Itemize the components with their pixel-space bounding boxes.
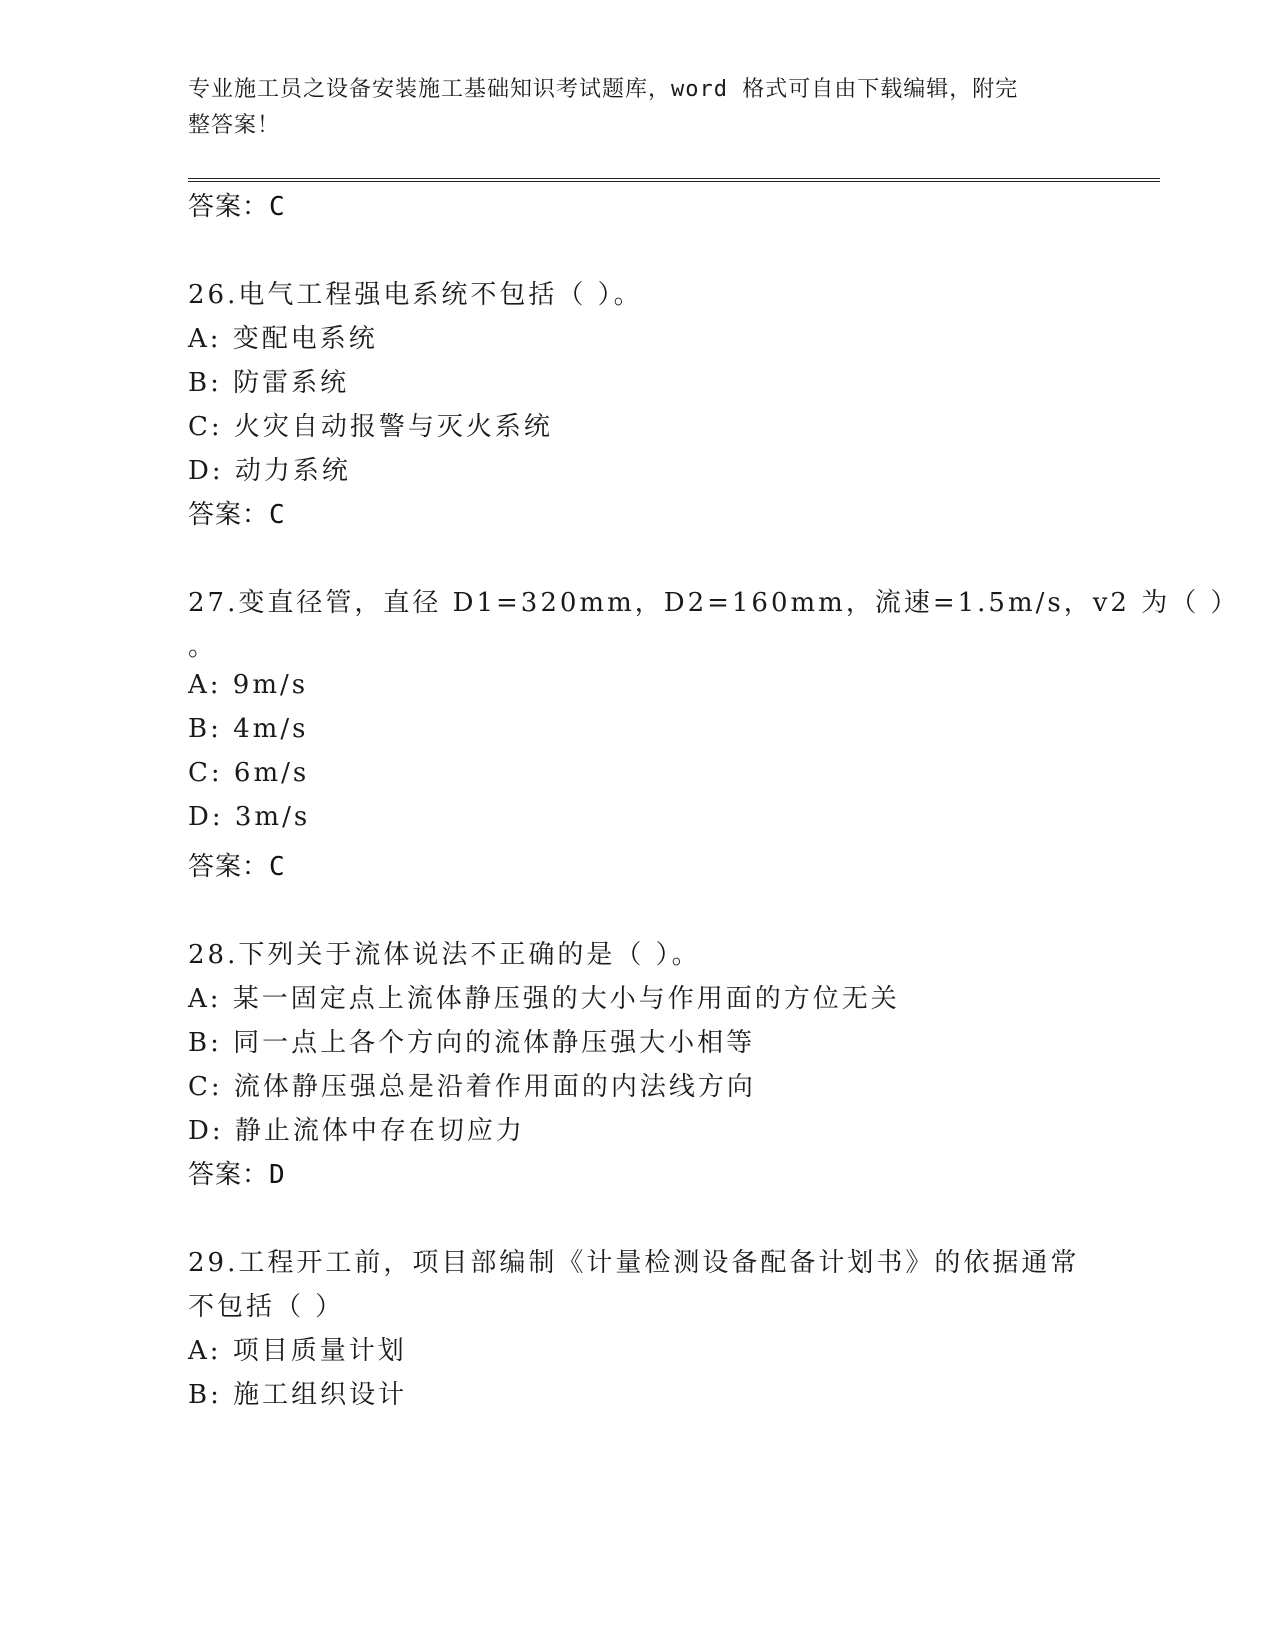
question-27-option-c: C: 6m/s [188, 758, 310, 788]
question-28-option-c: C: 流体静压强总是沿着作用面的内法线方向 [188, 1072, 756, 1102]
header-line-1: 专业施工员之设备安装施工基础知识考试题库，word 格式可自由下载编辑，附完 [188, 77, 1019, 102]
question-28-stem: 28.下列关于流体说法不正确的是（ ）。 [188, 940, 701, 970]
question-26-option-c: C: 火灾自动报警与灭火系统 [188, 412, 553, 442]
question-29-option-b: B: 施工组织设计 [188, 1380, 408, 1410]
question-28-option-d: D: 静止流体中存在切应力 [188, 1116, 525, 1146]
question-27-stem-cont: 。 [188, 632, 218, 662]
question-28-option-b: B: 同一点上各个方向的流体静压强大小相等 [188, 1028, 756, 1058]
question-29-stem: 29.工程开工前，项目部编制《计量检测设备配备计划书》的依据通常 [188, 1248, 1080, 1278]
question-27-option-b: B: 4m/s [188, 714, 309, 744]
question-26-option-d: D: 动力系统 [188, 456, 351, 486]
page-header [188, 72, 1088, 144]
question-27-option-a: A: 9m/s [188, 670, 309, 700]
question-27-stem: 27.变直径管，直径 D1=320mm，D2=160mm，流速=1.5m/s，v2 为（ ） [188, 588, 1240, 618]
question-27-answer: 答案：C [188, 852, 286, 882]
question-27-option-d: D: 3m/s [188, 802, 311, 832]
answer-25: 答案：C [188, 192, 286, 222]
question-29-option-a: A: 项目质量计划 [188, 1336, 407, 1366]
question-28-option-a: A: 某一固定点上流体静压强的大小与作用面的方位无关 [188, 984, 900, 1014]
header-line-2: 整答案！ [188, 113, 281, 138]
header-divider [188, 178, 1160, 182]
question-29-stem-cont: 不包括（ ） [188, 1292, 345, 1322]
question-26-option-a: A: 变配电系统 [188, 324, 378, 354]
question-26-stem: 26.电气工程强电系统不包括（ ）。 [188, 280, 643, 310]
question-28-answer: 答案：D [188, 1160, 286, 1190]
question-26-answer: 答案：C [188, 500, 286, 530]
question-26-option-b: B: 防雷系统 [188, 368, 350, 398]
